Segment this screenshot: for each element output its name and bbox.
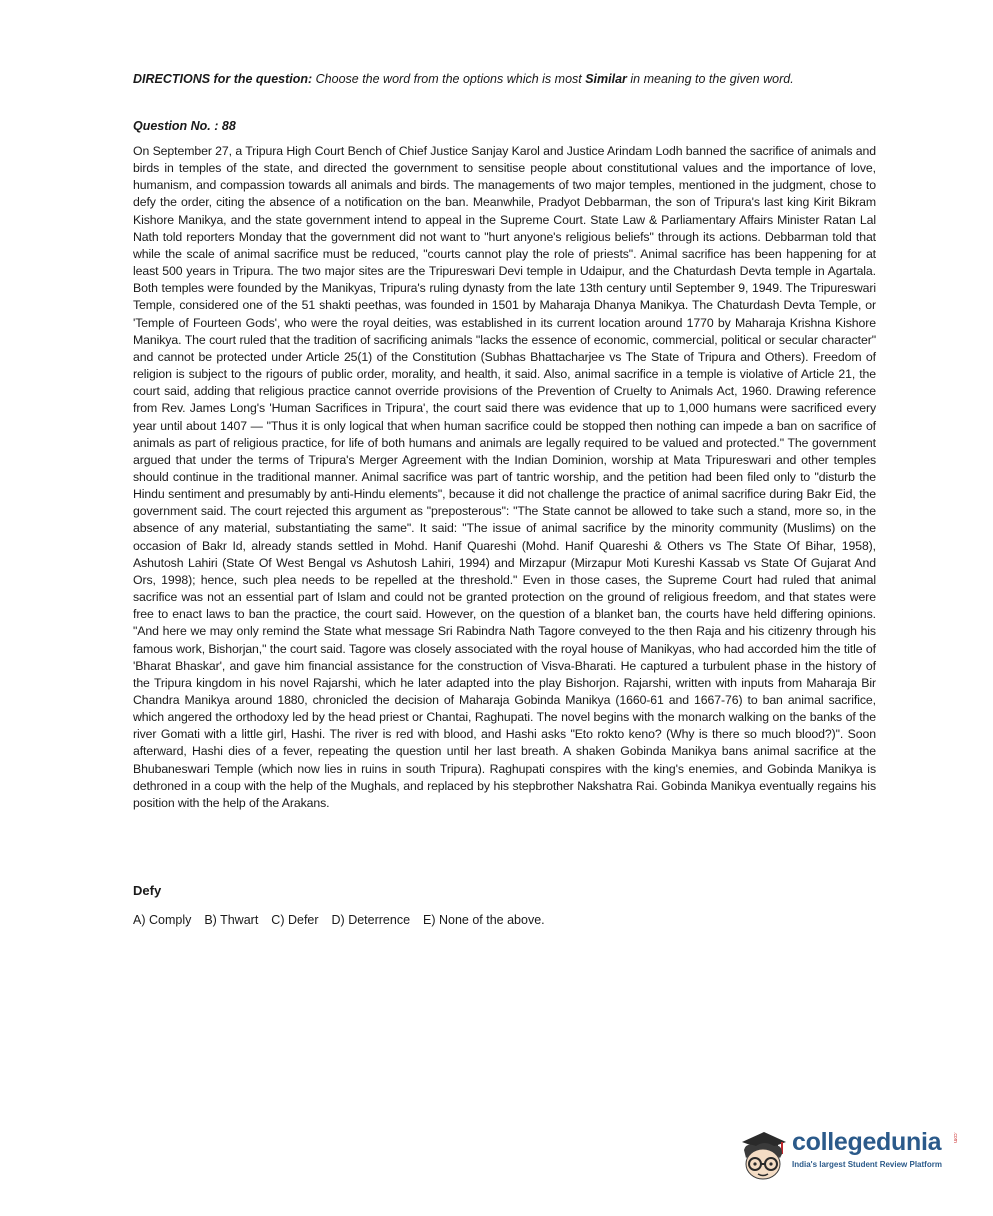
option-d[interactable]: D) Deterrence (331, 913, 411, 927)
directions-text-1: Choose the word from the options which is most (312, 72, 586, 86)
option-a[interactable]: A) Comply (133, 913, 192, 927)
logo-tagline: India's largest Student Review Platform (792, 1160, 942, 1169)
logo-suffix: .com (952, 1132, 958, 1143)
mascot-icon (734, 1128, 790, 1184)
collegedunia-logo (734, 1128, 964, 1184)
option-b[interactable]: B) Thwart (204, 913, 259, 927)
option-c[interactable]: C) Defer (271, 913, 319, 927)
directions-text-2: in meaning to the given word. (626, 72, 794, 86)
directions-prefix: DIRECTIONS for the question: (133, 72, 313, 86)
option-e[interactable]: E) None of the above. (423, 913, 545, 927)
directions (133, 71, 893, 87)
given-word: Defy (133, 883, 162, 898)
directions-emphasis: Similar (585, 72, 627, 86)
logo-wordmark: collegedunia (792, 1128, 942, 1156)
question-number: Question No. : 88 (133, 119, 236, 133)
answer-options (133, 913, 558, 927)
passage: On September 27, a Tripura High Court Bench of Chief Justice Sanjay Karol and Justice Arindam Lodh banned the sacrifice of animals and birds in temples of the state, and directed the government to sensitise people about constitutional values and the importance of love, humanism, and compassion towards all animals and birds. The managements of two major temples, mentioned in the judgment, chose to defy the order, citing the absence of a notification on the ban. Meanwhile, Pradyot Debbarman, the son of Tripura's last king Kirit Bikram Kishore Manikya, and the state government intend to appeal in the Supreme Court. State Law & Parliamentary Affairs Minister Ratan Lal Nath told reporters Monday that the government did not want to "hurt anyone's religious beliefs" through its actions. Debbarman told that while the scale of animal sacrifice must be reduced, "courts cannot play the role of priests". Animal sacrifice has been happening for at least 500 years in Tripura. The two major sites are the Tripureswari Devi temple in Udaipur, and the Chaturdash Devta temple in Agartala. Both temples were founded by the Manikyas, Tripura's ruling dynasty from the late 13th century until September 9, 1949. The Tripureswari Temple, considered one of the 51 shakti peethas, was founded in 1501 by Maharaja Dhanya Manikya. The Chaturdash Devta Temple, or 'Temple of Fourteen Gods', who were the royal deities, was established in its current location around 1770 by Maharaja Krishna Kishore Manikya. The court ruled that the tradition of sacrificing animals "lacks the essence of economic, commercial, political or secular character" and cannot be protected under Article 25(1) of the Constitution (Subhas Bhattacharjee vs The State of Tripura and Others). Freedom of religion is subject to the rigours of public order, morality, and health, it said. Also, animal sacrifice in a temple is violative of Article 21, the court said, adding that religious practice cannot override provisions of the Prevention of Cruelty to Animals Act, 1960. Drawing reference from Rev. James Long's 'Human Sacrifices in Tripura', the court said there was evidence that up to 1,000 humans were sacrificed every year until about 1407 — "Thus it is only logical that when human sacrifice could be stopped then nothing can impede a ban on sacrifice of animals as part of religious practice, for life of both humans and animals are legally required to be valued and protected." The government argued that under the terms of Tripura's Merger Agreement with the Indian Dominion, worship at Mata Tripureswari and other temples should continue in the traditional manner. Animal sacrifice was part of tantric worship, and the petition had been filed only to "disturb the Hindu sentiment and presumably by anti-Hindu elements", because it did not challenge the practice of animal sacrifice during Bakr Eid, the government said. The court rejected this argument as "preposterous": "The State cannot be allowed to take such a stand, more so, in the absence of any material, substantiating the same". It said: "The issue of animal sacrifice by the minority community (Muslims) on the occasion of Bakr Id, already stands settled in Mohd. Hanif Quareshi (Mohd. Hanif Quareshi & Others vs The State Of Bihar, 1958), Ashutosh Lahiri (State Of West Bengal vs Ashutosh Lahiri, 1994) and Mirzapur (Mirzapur Moti Kureshi Kassab vs State Of Gujarat And Ors, 1998); hence, such plea needs to be repelled at the threshold." Even in those cases, the Supreme Court had ruled that animal sacrifice was not an essential part of Islam and could not be granted protection on the ground of religious freedom, and that states were free to enact laws to ban the practice, the court said. However, on the question of a blanket ban, the courts have held differing opinions. "And here we may only remind the State what message Sri Rabindra Nath Tagore conveyed to the then Raja and his citizenry through his famous work, Bishorjan," the court said. Tagore was closely associated with the royal house of Manikyas, who had accorded him the title of 'Bharat Bhaskar', and gave him financial assistance for the construction of Visva-Bharati. He captured a turbulent phase in the history of the Tripura kingdom in his novel Rajarshi, which he later adapted into the play Bishorjon. Rajarshi, written with inputs from Maharaja Bir Chandra Manikya around 1880, chronicled the decision of Maharaja Gobinda Manikya (1660-61 and 1667-76) to ban animal sacrifice, which angered the orthodoxy led by the head priest or Chantai, Raghupati. The novel begins with the monarch walking on the banks of the river Gomati with a little girl, Hashi. The river is red with blood, and Hashi asks "Eto rokto keno? (Why is there so much blood?)". Soon afterward, Hashi dies of a fever, repeating the question until her last breath. A shaken Gobinda Manikya bans animal sacrifice at the Bhubaneswari Temple (which now lies in ruins in south Tripura). Raghupati conspires with the king's enemies, and Gobinda Manikya is dethroned in a coup with the help of the Mughals, and replaced by his stepbrother Nakshatra Rai. Gobinda Manikya eventually regains his position with the help of the Arakans. (133, 144, 876, 810)
